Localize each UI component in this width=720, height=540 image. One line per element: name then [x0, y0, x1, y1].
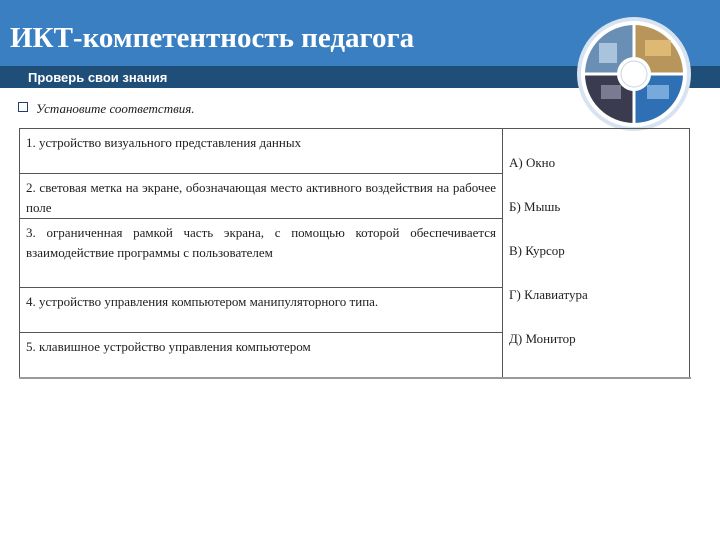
- option-b: Б) Мышь: [509, 199, 561, 214]
- left-item-1: 1. устройство визуального представления данных: [20, 129, 503, 174]
- left-item-4: 4. устройство управления компьютером манипуляторного типа.: [20, 288, 503, 333]
- checkbox-bullet-icon: [18, 102, 28, 112]
- answer-options: [503, 129, 690, 379]
- option-d: Г) Клавиатура: [509, 287, 588, 302]
- left-item-2: 2. световая метка на экране, обозначающая место активного воздействия на рабочее поле: [20, 174, 503, 219]
- table-shadow: [19, 377, 691, 379]
- option-a: А) Окно: [509, 155, 556, 170]
- option-c: В) Курсор: [509, 243, 565, 258]
- slide-title: ИКТ-компетентность педагога: [10, 22, 415, 54]
- slide-subtitle: Проверь свои знания: [28, 70, 168, 85]
- instruction: [18, 101, 195, 117]
- computer-logo-icon: [575, 15, 693, 133]
- matching-table: [19, 128, 690, 379]
- left-item-3: 3. ограниченная рамкой часть экрана, с помощью которой обеспечивается взаимодействие программы с пользователем: [20, 219, 503, 288]
- left-item-5: 5. клавишное устройство управления компьютером: [20, 333, 503, 379]
- instruction-text: Установите соответствия.: [36, 101, 195, 116]
- option-e: Д) Монитор: [509, 331, 576, 346]
